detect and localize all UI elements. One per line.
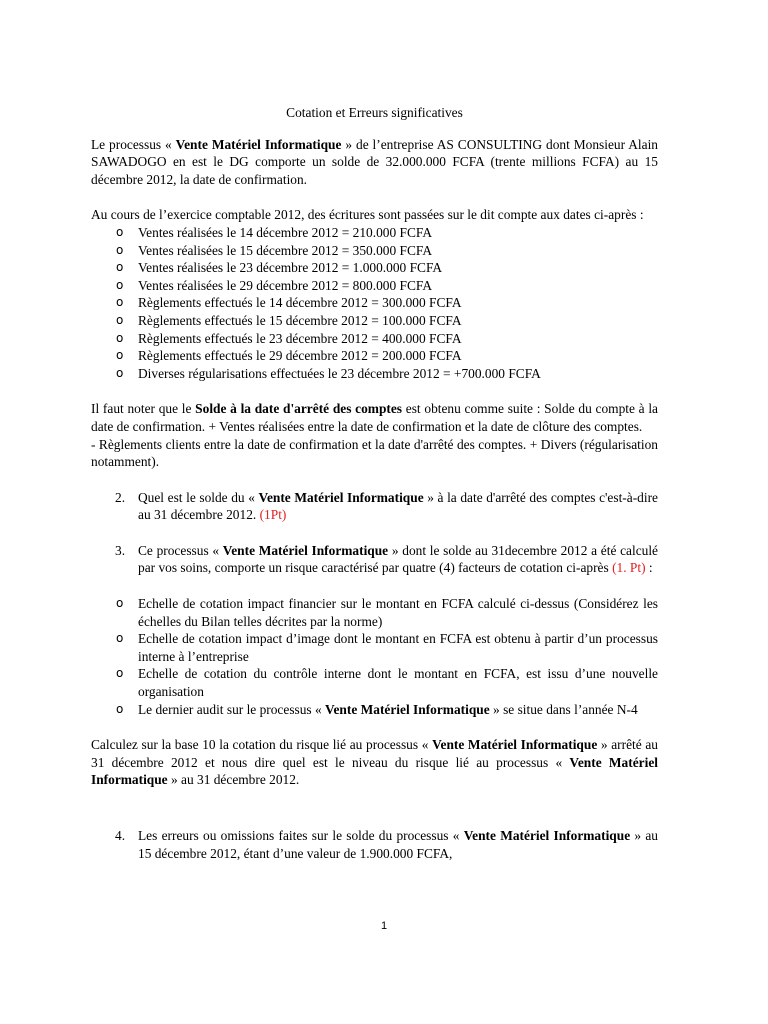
entry-item (91, 242, 658, 260)
calc-process-name-2: Vente Matériel Informatique (91, 754, 658, 788)
entries-list (91, 224, 658, 382)
question-3-text-1: Ce processus « (138, 542, 223, 558)
note-text-2: est obtenu comme suite : Solde du compte à la date de confirmation. + Ventes réalisées entre la date de confirmation et la date de clôture des comptes. (91, 401, 658, 434)
entry-item (91, 347, 658, 365)
entry-item (91, 330, 658, 348)
bullet-marker: o (116, 631, 124, 646)
factor-item (91, 595, 658, 630)
question-2-number: 2. (115, 489, 126, 505)
intro-text-1: Le processus « (91, 136, 176, 152)
bullet-marker: o (116, 596, 124, 611)
page-number: 1 (380, 920, 388, 932)
entry-text: Règlements effectués le 14 décembre 2012 = 300.000 FCFA (138, 295, 462, 311)
entry-text: Ventes réalisées le 15 décembre 2012 = 350.000 FCFA (138, 242, 433, 258)
bullet-marker: o (116, 701, 124, 716)
entry-text: Règlements effectués le 29 décembre 2012 = 200.000 FCFA (138, 348, 462, 364)
question-4-text-1: Les erreurs ou omissions faites sur le solde du processus « (138, 828, 464, 843)
question-4-number: 4. (115, 828, 126, 843)
bullet-marker: o (116, 348, 124, 363)
calc-paragraph (91, 736, 658, 789)
entry-text: Ventes réalisées le 29 décembre 2012 = 800.000 FCFA (138, 277, 433, 293)
question-3-text-2: » dont le solde au 31decembre 2012 a été calculé par vos soins, comporte un risque caractérisé par quatre (4) facteurs de cotation ci-après (138, 542, 659, 576)
note-text-1: Il faut noter que le (91, 401, 196, 417)
factor-4-text-1: Le dernier audit sur le processus « (138, 701, 326, 717)
entry-item (91, 312, 658, 330)
entry-text: Diverses régularisations effectuées le 23 décembre 2012 = +700.000 FCFA (138, 365, 541, 381)
calc-text-2: » arrêté au 31 décembre 2012 et nous dire quel est le niveau du risque lié au processus « (91, 737, 658, 770)
question-4-text-2: » au 15 décembre 2012, étant d’une valeur de 1.900.000 FCFA, (138, 828, 658, 861)
calc-text-1: Calculez sur la base 10 la cotation du risque lié au processus « (91, 737, 433, 753)
note-paragraph (91, 400, 658, 435)
entry-text: Ventes réalisées le 23 décembre 2012 = 1.000.000 FCFA (138, 260, 443, 276)
question-2-points: (1Pt) (259, 507, 287, 523)
factor-item (91, 701, 658, 719)
calc-text-3: » au 31 décembre 2012. (167, 772, 300, 788)
factor-1-text: Echelle de cotation impact financier sur le montant en FCFA calculé ci-dessus (Considérez les échelles du Bilan telles décrites par la norme) (138, 596, 658, 629)
calc-process-name-1: Vente Matériel Informatique (432, 737, 598, 753)
question-3-number: 3. (115, 542, 126, 558)
document-title: Cotation et Erreurs significatives (286, 105, 463, 120)
bullet-marker: o (116, 666, 124, 681)
entry-item (91, 259, 658, 277)
question-2 (91, 489, 658, 524)
entry-text: Ventes réalisées le 14 décembre 2012 = 210.000 FCFA (138, 224, 433, 240)
question-4-process-name: Vente Matériel Informatique (463, 828, 631, 843)
document-body (91, 104, 658, 862)
question-2-text-1: Quel est le solde du « (138, 489, 259, 505)
factor-4-process-name: Vente Matériel Informatique (325, 701, 490, 717)
factor-item (91, 630, 658, 665)
factor-3-text: Echelle de cotation du contrôle interne dont le montant en FCFA, est issu d’une nouvelle organisation (138, 666, 658, 700)
question-2-process-name: Vente Matériel Informatique (258, 489, 424, 505)
entry-text: Règlements effectués le 15 décembre 2012 = 100.000 FCFA (138, 312, 462, 328)
factors-list (91, 595, 658, 718)
factor-4-text-2: » se situe dans l’année N-4 (489, 701, 638, 717)
bullet-marker: o (116, 242, 124, 257)
note-bold-term: Solde à la date d'arrêté des comptes (195, 401, 403, 417)
intro-paragraph (91, 136, 658, 189)
note-line-2: - Règlements clients entre la date de confirmation et la date d'arrêté des comptes. + Divers (régularisation notamment). (91, 436, 658, 470)
bullet-marker: o (116, 365, 124, 380)
entry-item (91, 365, 658, 383)
question-2-text-2: » à la date d'arrêté des comptes c'est-à-dire au 31 décembre 2012. (138, 489, 658, 523)
question-4 (91, 827, 658, 862)
question-3-points: (1. Pt) (612, 560, 646, 576)
intro-process-name: Vente Matériel Informatique (175, 136, 342, 152)
bullet-marker: o (116, 277, 124, 292)
question-3 (91, 542, 658, 577)
intro-text-2: » de l’entreprise AS CONSULTING dont Monsieur Alain SAWADOGO en est le DG comporte un solde de 32.000.000 FCFA (trente millions FCFA) au 15 décembre 2012, la date de confirmation. (91, 136, 658, 187)
entry-text: Règlements effectués le 23 décembre 2012 = 400.000 FCFA (138, 330, 462, 346)
bullet-marker: o (116, 260, 124, 275)
entry-item (91, 294, 658, 312)
bullet-marker: o (116, 224, 124, 239)
entry-item (91, 224, 658, 242)
factor-2-text: Echelle de cotation impact d’image dont le montant en FCFA est obtenu à partir d’un processus interne à l’entreprise (138, 631, 658, 664)
factor-item (91, 665, 658, 700)
bullet-marker: o (116, 330, 124, 345)
bullet-marker: o (116, 295, 124, 310)
entry-item (91, 277, 658, 295)
entries-intro: Au cours de l’exercice comptable 2012, des écritures sont passées sur le dit compte aux dates ci-après : (91, 207, 644, 223)
question-3-process-name: Vente Matériel Informatique (222, 542, 389, 558)
bullet-marker: o (116, 312, 124, 327)
question-3-text-3: : (645, 560, 653, 576)
